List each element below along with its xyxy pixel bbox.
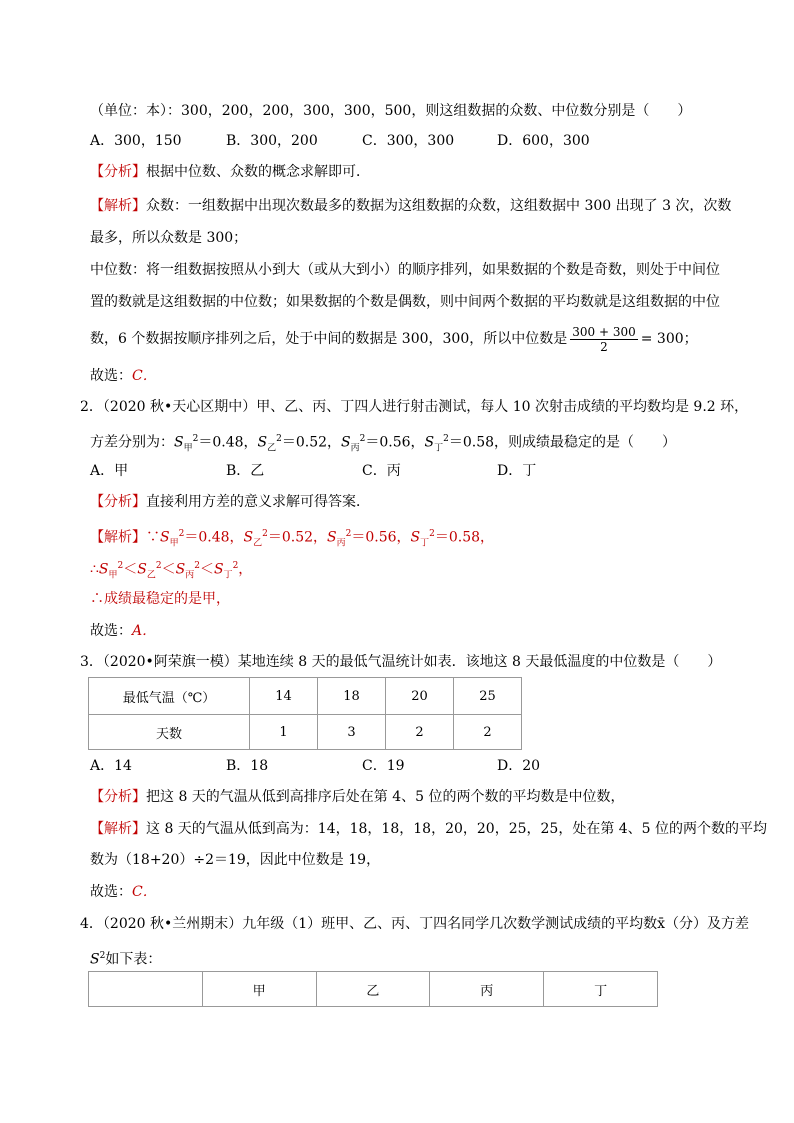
stem-prefix: 方差分别为： [90,434,174,451]
table-header-row [89,972,658,1007]
analysis-text: 根据中位数、众数的概念求解即可． [146,164,370,180]
fraction-numerator: 300 + 300 [572,324,636,339]
answer-letter: C． [132,884,157,900]
less-than: ＜ [123,561,138,578]
s-symbol: S [327,529,337,546]
q2-option-a: A．甲 [90,463,129,479]
square: 2 [443,434,449,444]
q1-analysis [90,162,370,182]
q4-stem-line-1: 4．（2020 秋•兰州期末）九年级（1）班甲、乙、丙、丁四名同学几次数学测试成绩的平均数x̄（分）及方差 [80,916,750,932]
table-cell: 18 [318,678,386,715]
fraction-denominator: 2 [600,339,608,354]
sub-bing: 丙 [185,570,195,581]
analysis-tag: 【分析】 [90,164,146,180]
value: ＝0.48， [184,529,244,546]
s-symbol: S [410,529,421,546]
value: ＝0.58， [448,434,509,451]
q1-stem: （单位：本）：300，200，200，300，300，500，则这组数据的众数、中位数分别是（ ） [90,103,692,119]
value: ＝0.52， [267,529,328,546]
sub-yi: 乙 [146,570,156,581]
s-symbol: S [424,434,435,451]
q2-option-c: C．丙 [362,463,401,479]
table-row [89,678,522,715]
sub-jia: 甲 [108,570,118,581]
value: ＝0.56， [365,434,425,451]
q2-stem-line-1: 2．（2020 秋•天心区期中）甲、乙、丙、丁四人进行射击测试，每人 10 次射击成绩的平均数均是 9.2 环， [80,399,749,415]
s-symbol: S [243,529,254,546]
comma: ， [238,561,253,578]
q3-option-a: A．14 [90,758,132,774]
value: ＝0.48， [198,434,258,451]
q3-option-b: B．18 [226,758,269,774]
table-header-cell: 丙 [430,972,544,1007]
analysis-tag: 【分析】 [90,789,146,805]
s-symbol: S [174,434,184,451]
sub-jia: 甲 [169,538,179,549]
q3-stem: 3．（2020•阿荣旗一模）某地连续 8 天的最低气温统计如表．该地这 8 天最低温度的中位数是（ ） [80,654,722,670]
table-cell: 2 [386,715,454,750]
table-header-cell: 乙 [316,972,430,1007]
sub-ding: 丁 [420,538,430,549]
q1-option-c: C．300，300 [362,133,455,149]
s-symbol: S [341,434,351,451]
square: 2 [178,529,185,539]
square: 2 [262,529,268,539]
value: ＝0.52， [281,434,342,451]
q3-solution-line-2: 数为（18+20）÷2＝19，因此中位数是 19， [90,852,381,868]
solution-tag: 【解析】 [90,821,146,837]
analysis-tag: 【分析】 [90,494,146,510]
sub-yi: 乙 [253,538,263,549]
sub-bing: 丙 [350,443,360,454]
value: ＝0.56， [351,529,411,546]
therefore-symbol: ∴ [90,561,99,578]
solution-text: 这 8 天的气温从低到高为：14，18，18，18，20，20，25，25，处在第 4、5 位的两个数的平均 [146,821,768,837]
q2-analysis [90,492,370,512]
square: 2 [99,951,106,961]
square: 2 [345,529,352,539]
sub-bing: 丙 [336,538,346,549]
s-symbol: S [175,561,186,578]
temperature-table [88,677,522,750]
table-row-label: 最低气温（℃） [89,678,250,715]
q3-solution-line-1 [90,819,767,839]
q1-option-d: D．600，300 [497,133,590,149]
q3-option-c: C．19 [362,758,405,774]
q3-answer [90,882,157,902]
solution-text: 数，6 个数据按顺序排列之后，处于中间的数据是 300，300，所以中位数是 [90,331,568,347]
median-fraction [570,325,638,354]
table-cell: 3 [318,715,386,750]
score-table [88,971,658,1007]
q3-analysis [90,787,625,807]
s-symbol: S [257,434,268,451]
solution-tag: 【解析】 [90,529,146,546]
because-symbol: ∵ [146,529,160,546]
less-than: ＜ [161,561,176,578]
table-cell: 20 [386,678,454,715]
q3-option-d: D．20 [497,758,541,774]
q2-solution-line-1 [90,524,494,553]
table-row-label: 天数 [89,715,250,750]
answer-prefix: 故选： [90,368,132,384]
s-symbol: S [98,561,109,578]
sub-ding: 丁 [223,570,233,581]
q1-option-a: A．300，150 [90,133,182,149]
q1-option-b: B．300，200 [226,133,318,149]
square: 2 [194,561,200,571]
q2-option-b: B．乙 [226,463,265,479]
sub-ding: 丁 [434,443,444,454]
q2-option-d: D．丁 [497,463,537,479]
square: 2 [359,434,366,444]
q2-conclusion: ∴成绩最稳定的是甲， [90,591,230,607]
sub-yi: 乙 [267,443,277,454]
solution-tag: 【解析】 [90,198,146,214]
q1-answer [90,366,157,386]
answer-letter: C． [132,368,157,384]
q2-solution-line-2 [90,556,252,585]
q1-solution-line-2: 最多，所以众数是 300； [90,230,248,246]
square: 2 [155,561,162,571]
table-cell: 25 [454,678,522,715]
less-than: ＜ [199,561,214,578]
table-row [89,715,522,750]
s-symbol: S [137,561,147,578]
answer-prefix: 故选： [90,884,132,900]
square: 2 [429,529,435,539]
table-cell: 1 [250,715,318,750]
square: 2 [117,561,124,571]
q1-solution-line-4: 置的数就是这组数据的中位数；如果数据的个数是偶数，则中间两个数据的平均数就是这组数据的中位 [90,294,720,310]
s-symbol: S [213,561,224,578]
q2-answer [90,621,156,641]
square: 2 [232,561,239,571]
stem-text: 如下表： [105,951,162,968]
square: 2 [192,434,199,444]
table-cell: 14 [250,678,318,715]
stem-suffix: 则成绩最稳定的是（ ） [508,434,677,451]
q4-stem-line-2 [90,946,161,970]
value: ＝0.58， [434,529,495,546]
q1-solution-line-1 [90,196,731,216]
q1-solution-line-3: 中位数：将一组数据按照从小到大（或从大到小）的顺序排列，如果数据的个数是奇数，则处于中间位 [90,262,720,278]
analysis-text: 直接利用方差的意义求解可得答案． [146,494,370,510]
table-header-cell: 甲 [202,972,316,1007]
answer-letter: A． [132,623,157,639]
analysis-text: 把这 8 天的气温从低到高排序后处在第 4、5 位的两个数的平均数是中位数， [146,789,625,805]
table-cell: 2 [454,715,522,750]
q1-solution-line-5 [90,322,698,356]
table-header-cell: 丁 [544,972,658,1007]
sub-jia: 甲 [183,443,193,454]
s-symbol: S [160,529,170,546]
q2-stem-line-2 [90,429,676,458]
answer-prefix: 故选： [90,623,132,639]
square: 2 [276,434,282,444]
s-symbol: S [90,951,100,968]
table-header-cell [89,972,203,1007]
fraction-result: = 300； [640,331,698,347]
solution-text: 众数：一组数据中出现次数最多的数据为这组数据的众数，这组数据中 300 出现了 3 次，次数 [146,198,732,214]
